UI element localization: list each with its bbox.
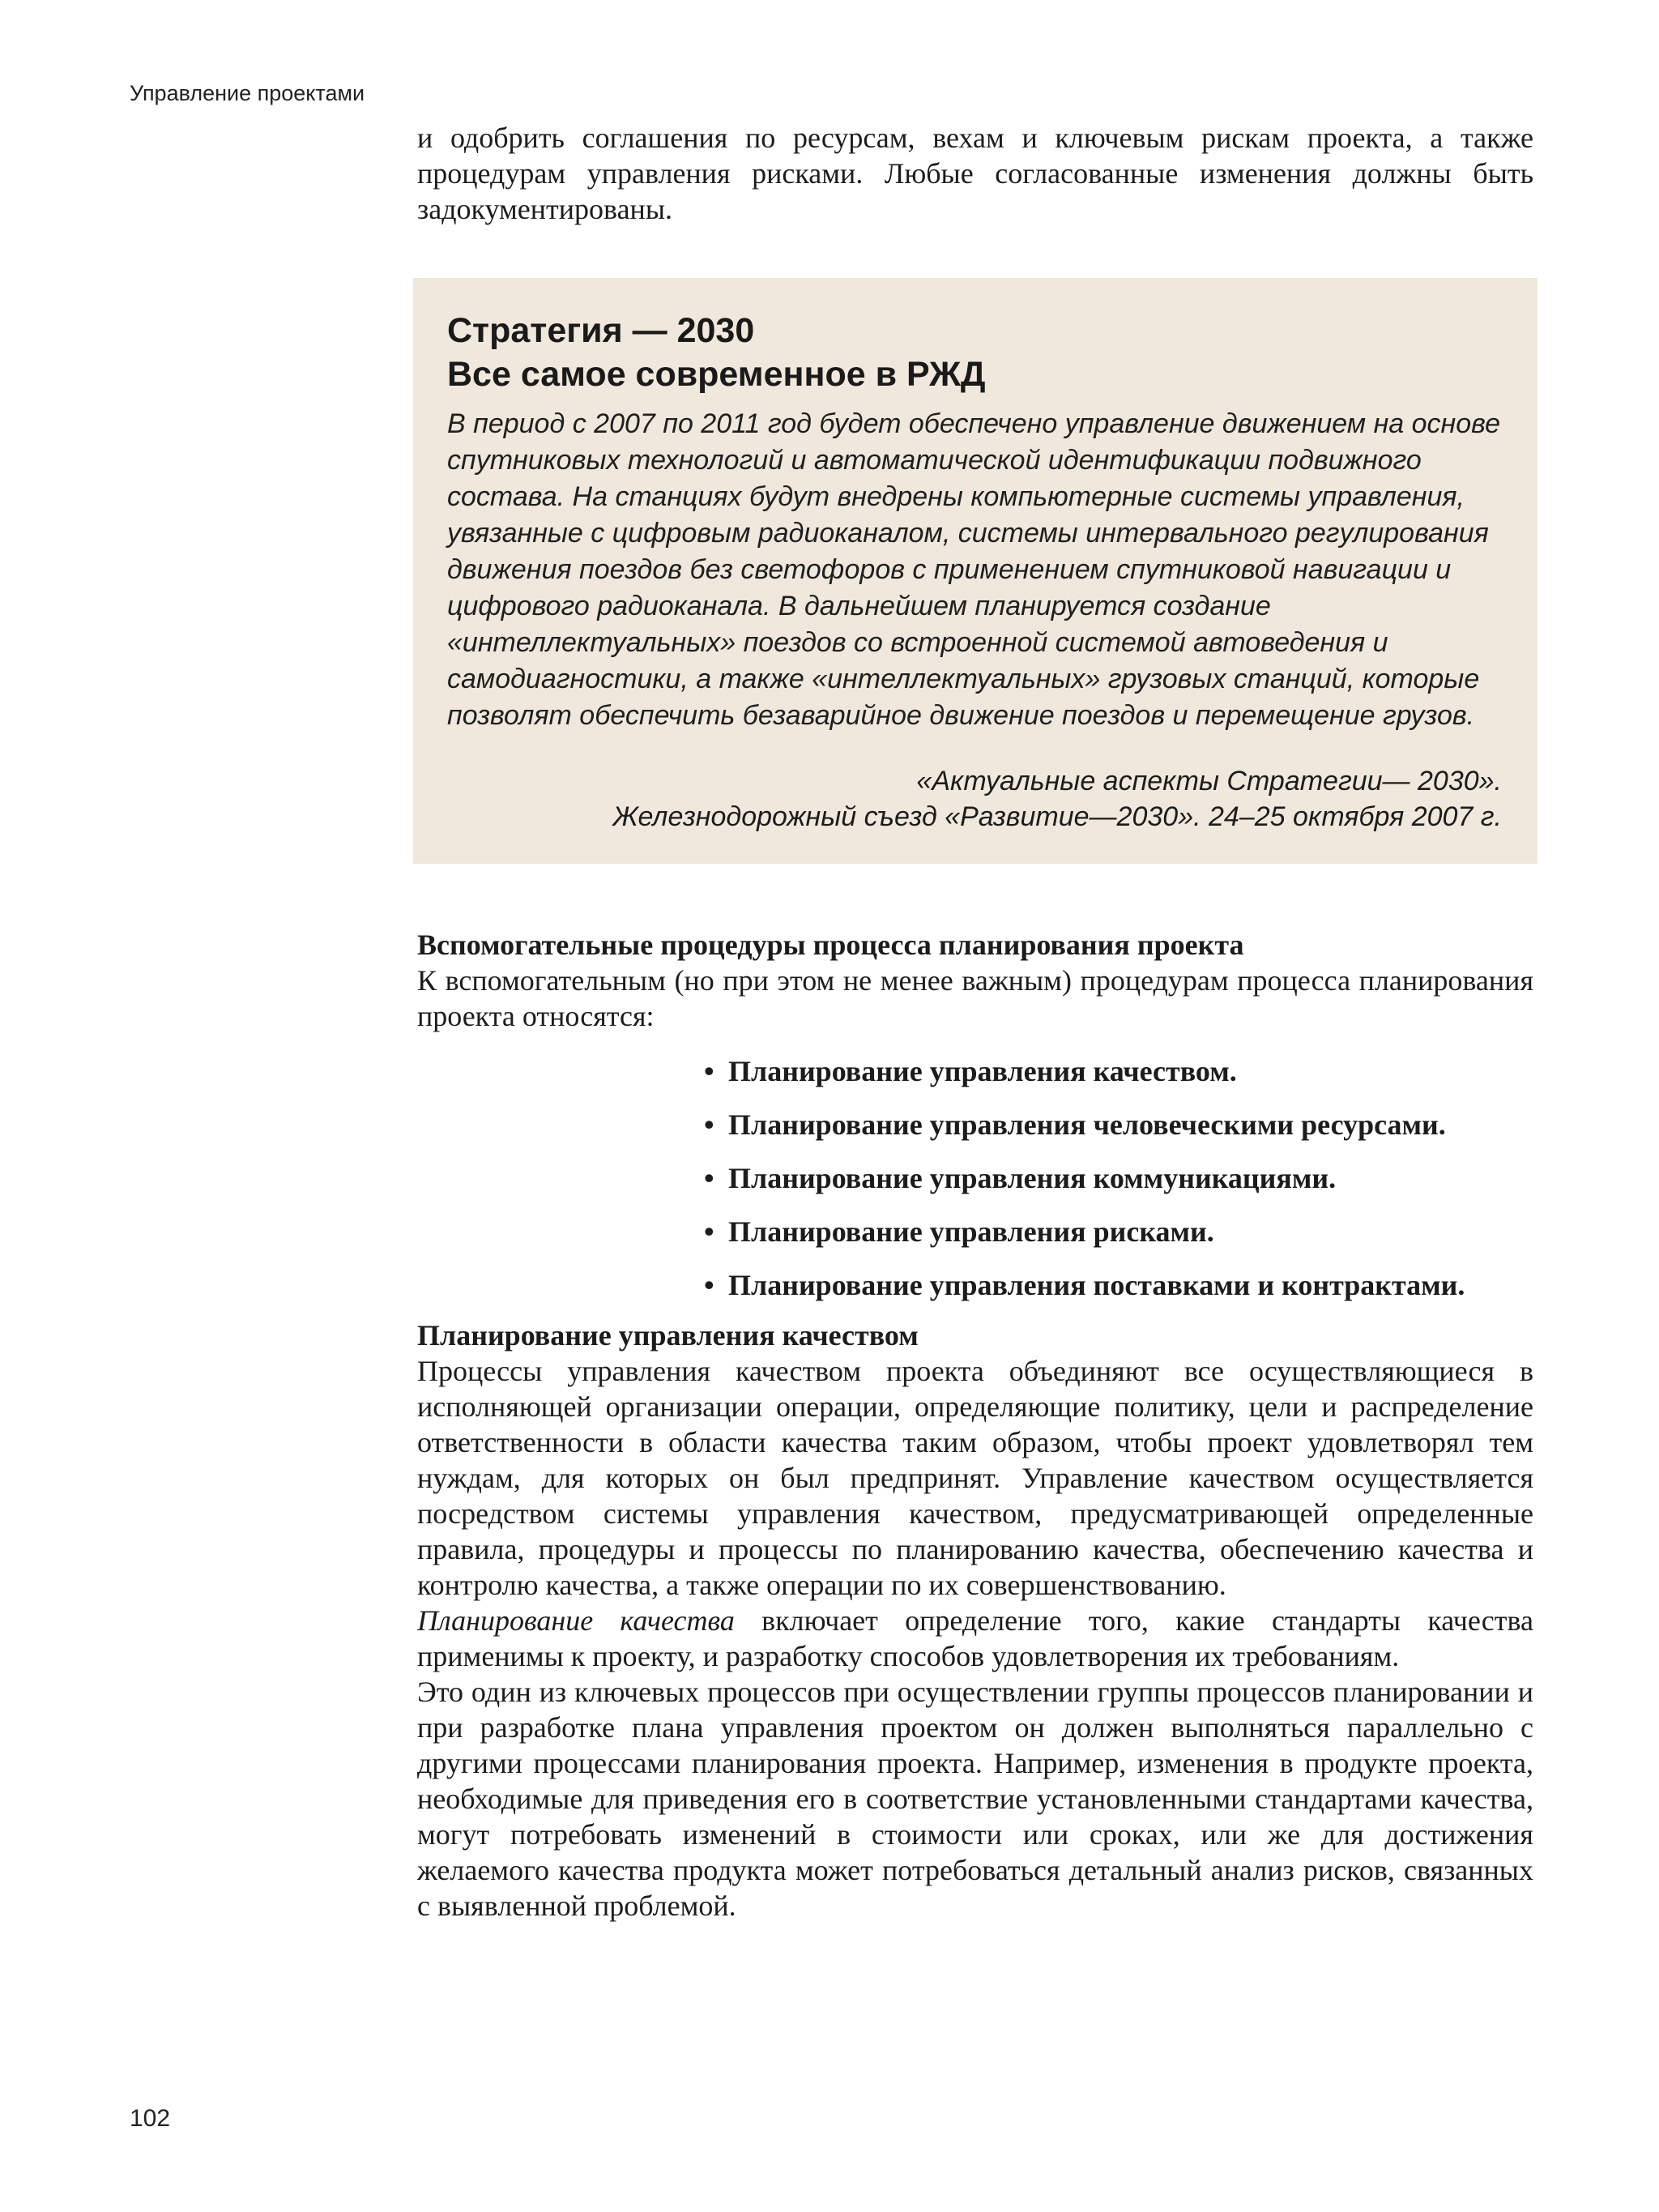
list-item: • Планирование управления качеством. [704,1055,1237,1087]
section-heading-quality: Планирование управления качеством [417,1319,919,1352]
sidebar-body: В период с 2007 по 2011 год будет обеспечено управление движением на основе спутниковых технологий и автоматической идентификации подвижного состава. На станциях будут внедрены компьютерные системы управления, увязанные с цифровым радиоканалом, системы интервального регулирования движения поездов без светофоров с применением спутниковой навигации и цифрового радиоканала. В дальнейшем планируется создание «интеллектуальных» поездов со встроенной системой автоведения и самодиагностики, а также «интеллектуальных» грузовых станций, которые позволят обеспечить безаварийное движение поездов и перемещение грузов. [447,408,1501,731]
sidebar-source-line1: «Актуальные аспекты Стратегии— 2030». [916,766,1502,796]
intro-paragraph: и одобрить соглашения по ресурсам, вехам и ключевым рискам проекта, а также процедурам управления рисками. Любые согласованные изменения должны быть задокументированы. [417,122,1533,225]
bullet-icon: • [704,1108,714,1141]
list-item: • Планирование управления человеческими ресурсами. [704,1108,1446,1141]
list-item: • Планирование управления коммуникациями. [704,1162,1337,1194]
quality-paragraph-3: Это один из ключевых процессов при осуществлении группы процессов планировании и при разработке плана управления проектом он должен выполняться параллельно с другими процессами планирования проекта. Например, изменения в продукте проекта, необходимые для приведения его в соответствие установленными стандартами качества, могут потребовать изменений в стоимости или сроках, или же для достижения желаемого качества продукта может потребоваться детальный анализ рисков, связанных с выявленной проблемой. [417,1676,1533,1922]
auxiliary-paragraph: К вспомогательным (но при этом не менее важным) процедурам процесса планирования проекта относятся: [417,964,1533,1032]
sidebar-source-line2: Железнодорожный съезд «Развитие—2030». 24–25 октября 2007 г. [612,801,1502,832]
list-item: • Планирование управления поставками и контрактами. [704,1269,1465,1301]
sidebar-source [447,763,1503,835]
bullet-icon: • [704,1162,714,1194]
section-heading-auxiliary: Вспомогательные процедуры процесса планирования проекта [417,929,1244,961]
strategy-sidebar [413,278,1537,864]
sidebar-title-line1: Стратегия — 2030 [447,311,755,350]
sidebar-title [447,309,1503,396]
bullet-icon: • [704,1269,714,1301]
quality-planning-term: Планирование качества [417,1604,735,1637]
quality-paragraph-1: Процессы управления качеством проекта объединяют все осуществляющиеся в исполняющей организации операции, определяющие политику, цели и распределение ответственности в области качества таким образом, чтобы проект удовлетворял тем нуждам, для которых он был предпринят. Управление качеством осуществляется посредством системы управления качеством, предусматривающей определенные правила, процедуры и процессы по планированию качества, обеспечению качества и контролю качества, а также операции по их совершенствованию. [417,1355,1533,1601]
list-item: • Планирование управления рисками. [704,1215,1214,1248]
bullet-icon: • [704,1055,714,1087]
main-content [417,120,1533,1924]
quality-paragraph-2: Планирование качества включает определение того, какие стандарты качества применимы к проекту, и разработку способов удовлетворения их требованиям. [417,1604,1533,1672]
bullet-icon: • [704,1215,714,1248]
auxiliary-procedures-list [417,1053,1533,1303]
page-number: 102 [130,2105,171,2132]
running-head: Управление проектами [130,81,365,105]
sidebar-title-line2: Все самое современное в РЖД [447,355,986,394]
